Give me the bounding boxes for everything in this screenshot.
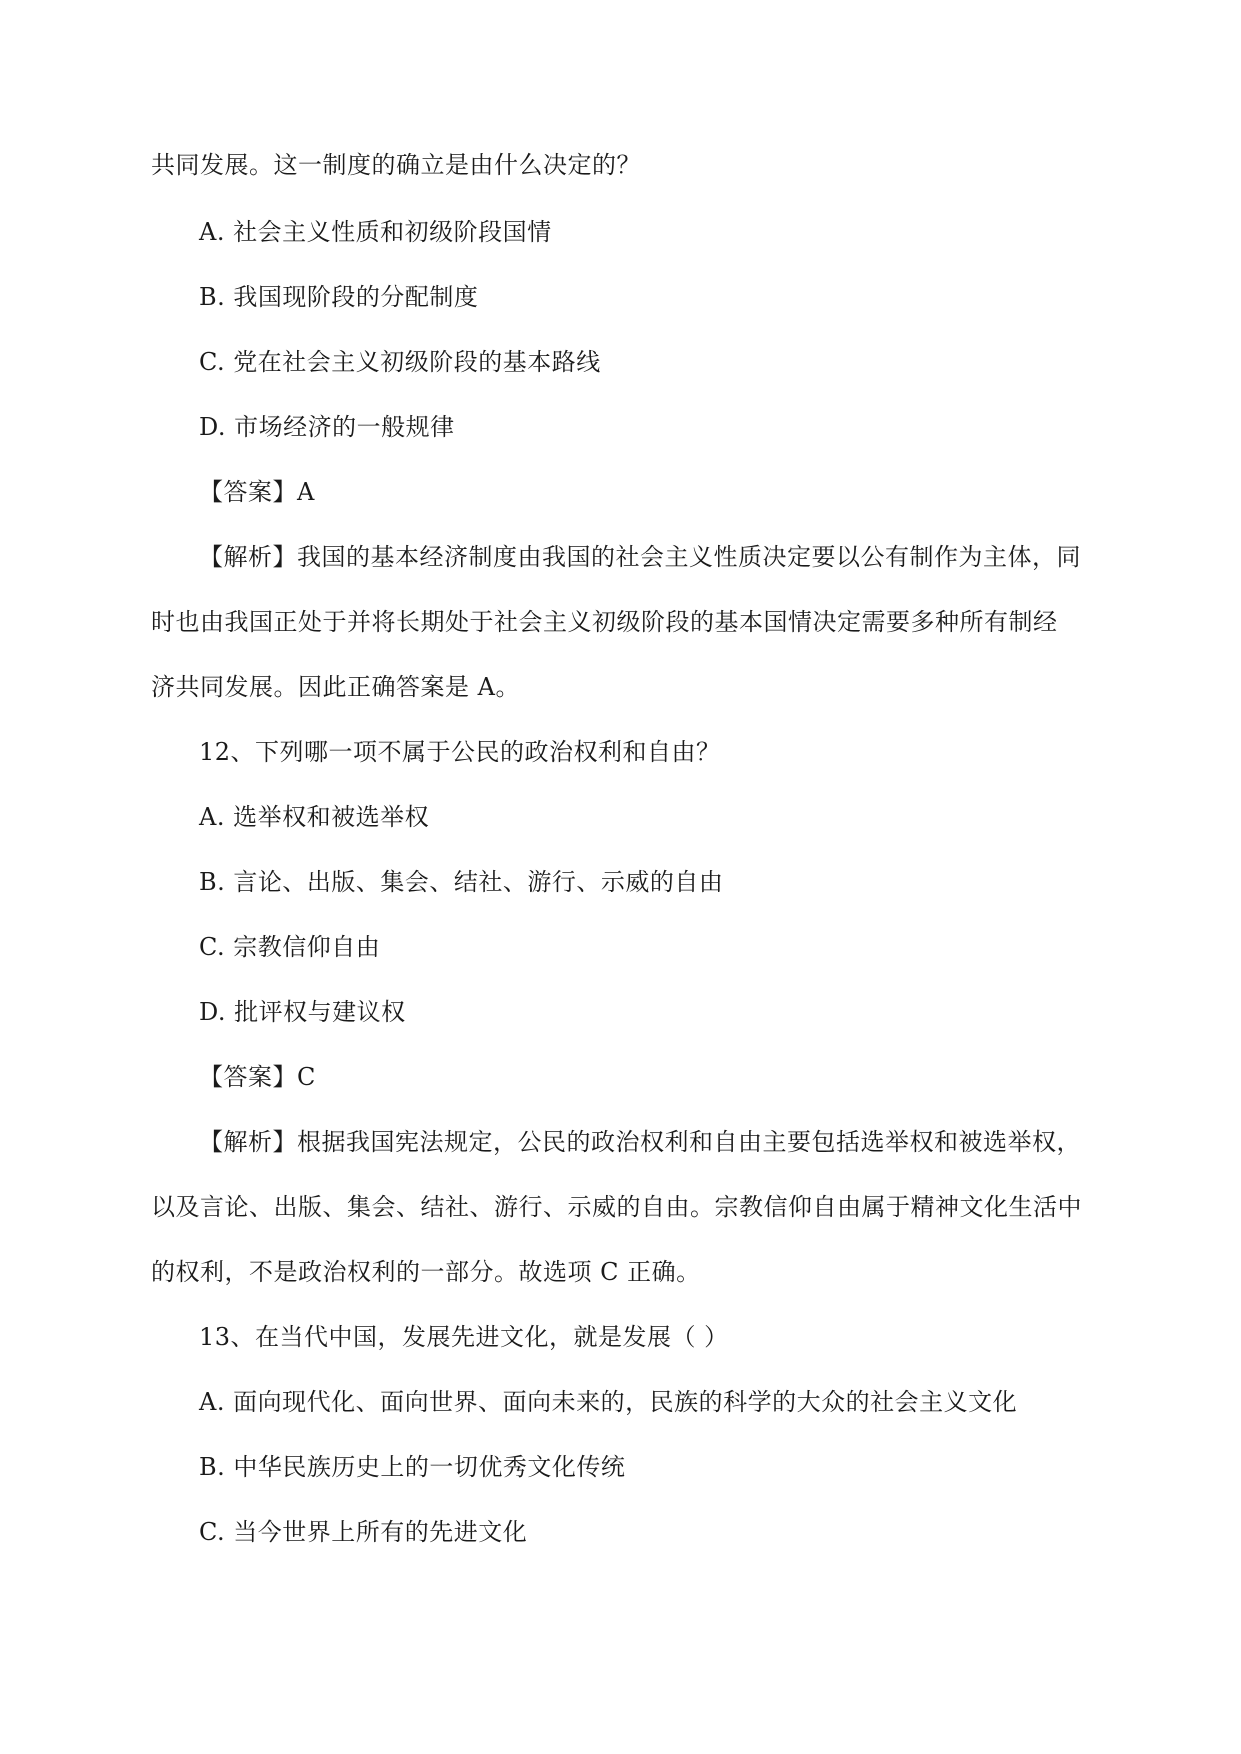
- q12-analysis-line-2: 以及言论、出版、集会、结社、游行、示威的自由。宗教信仰自由属于精神文化生活中: [151, 1193, 1082, 1221]
- q13-option-c: C. 当今世界上所有的先进文化: [199, 1518, 528, 1546]
- q11-option-a: A. 社会主义性质和初级阶段国情: [199, 218, 552, 246]
- q12-answer: 【答案】C: [199, 1063, 316, 1091]
- q11-analysis-line-3: 济共同发展。因此正确答案是 A。: [151, 673, 520, 701]
- q12-option-c: C. 宗教信仰自由: [199, 933, 381, 961]
- q13-option-a: A. 面向现代化、面向世界、面向未来的，民族的科学的大众的社会主义文化: [199, 1388, 1018, 1416]
- q12-analysis-line-3: 的权利，不是政治权利的一部分。故选项 C 正确。: [151, 1258, 701, 1286]
- q11-analysis-line-1: 【解析】我国的基本经济制度由我国的社会主义性质决定要以公有制作为主体，同: [199, 543, 1081, 571]
- q12-option-a: A. 选举权和被选举权: [199, 803, 430, 831]
- q11-answer: 【答案】A: [199, 478, 315, 506]
- q12-option-d: D. 批评权与建议权: [199, 998, 406, 1026]
- q12-option-b: B. 言论、出版、集会、结社、游行、示威的自由: [199, 868, 724, 896]
- q12-stem: 12、下列哪一项不属于公民的政治权利和自由？: [199, 738, 721, 766]
- q11-analysis-line-2: 时也由我国正处于并将长期处于社会主义初级阶段的基本国情决定需要多种所有制经: [151, 608, 1058, 636]
- q11-option-d: D. 市场经济的一般规律: [199, 413, 455, 441]
- q13-option-b: B. 中华民族历史上的一切优秀文化传统: [199, 1453, 626, 1481]
- q11-option-c: C. 党在社会主义初级阶段的基本路线: [199, 348, 601, 376]
- q13-stem: 13、在当代中国，发展先进文化，就是发展（ ）: [199, 1323, 729, 1351]
- q11-option-b: B. 我国现阶段的分配制度: [199, 283, 479, 311]
- q12-analysis-line-1: 【解析】根据我国宪法规定，公民的政治权利和自由主要包括选举权和被选举权，: [199, 1128, 1081, 1156]
- q11-stem-tail: 共同发展。这一制度的确立是由什么决定的？: [151, 151, 641, 179]
